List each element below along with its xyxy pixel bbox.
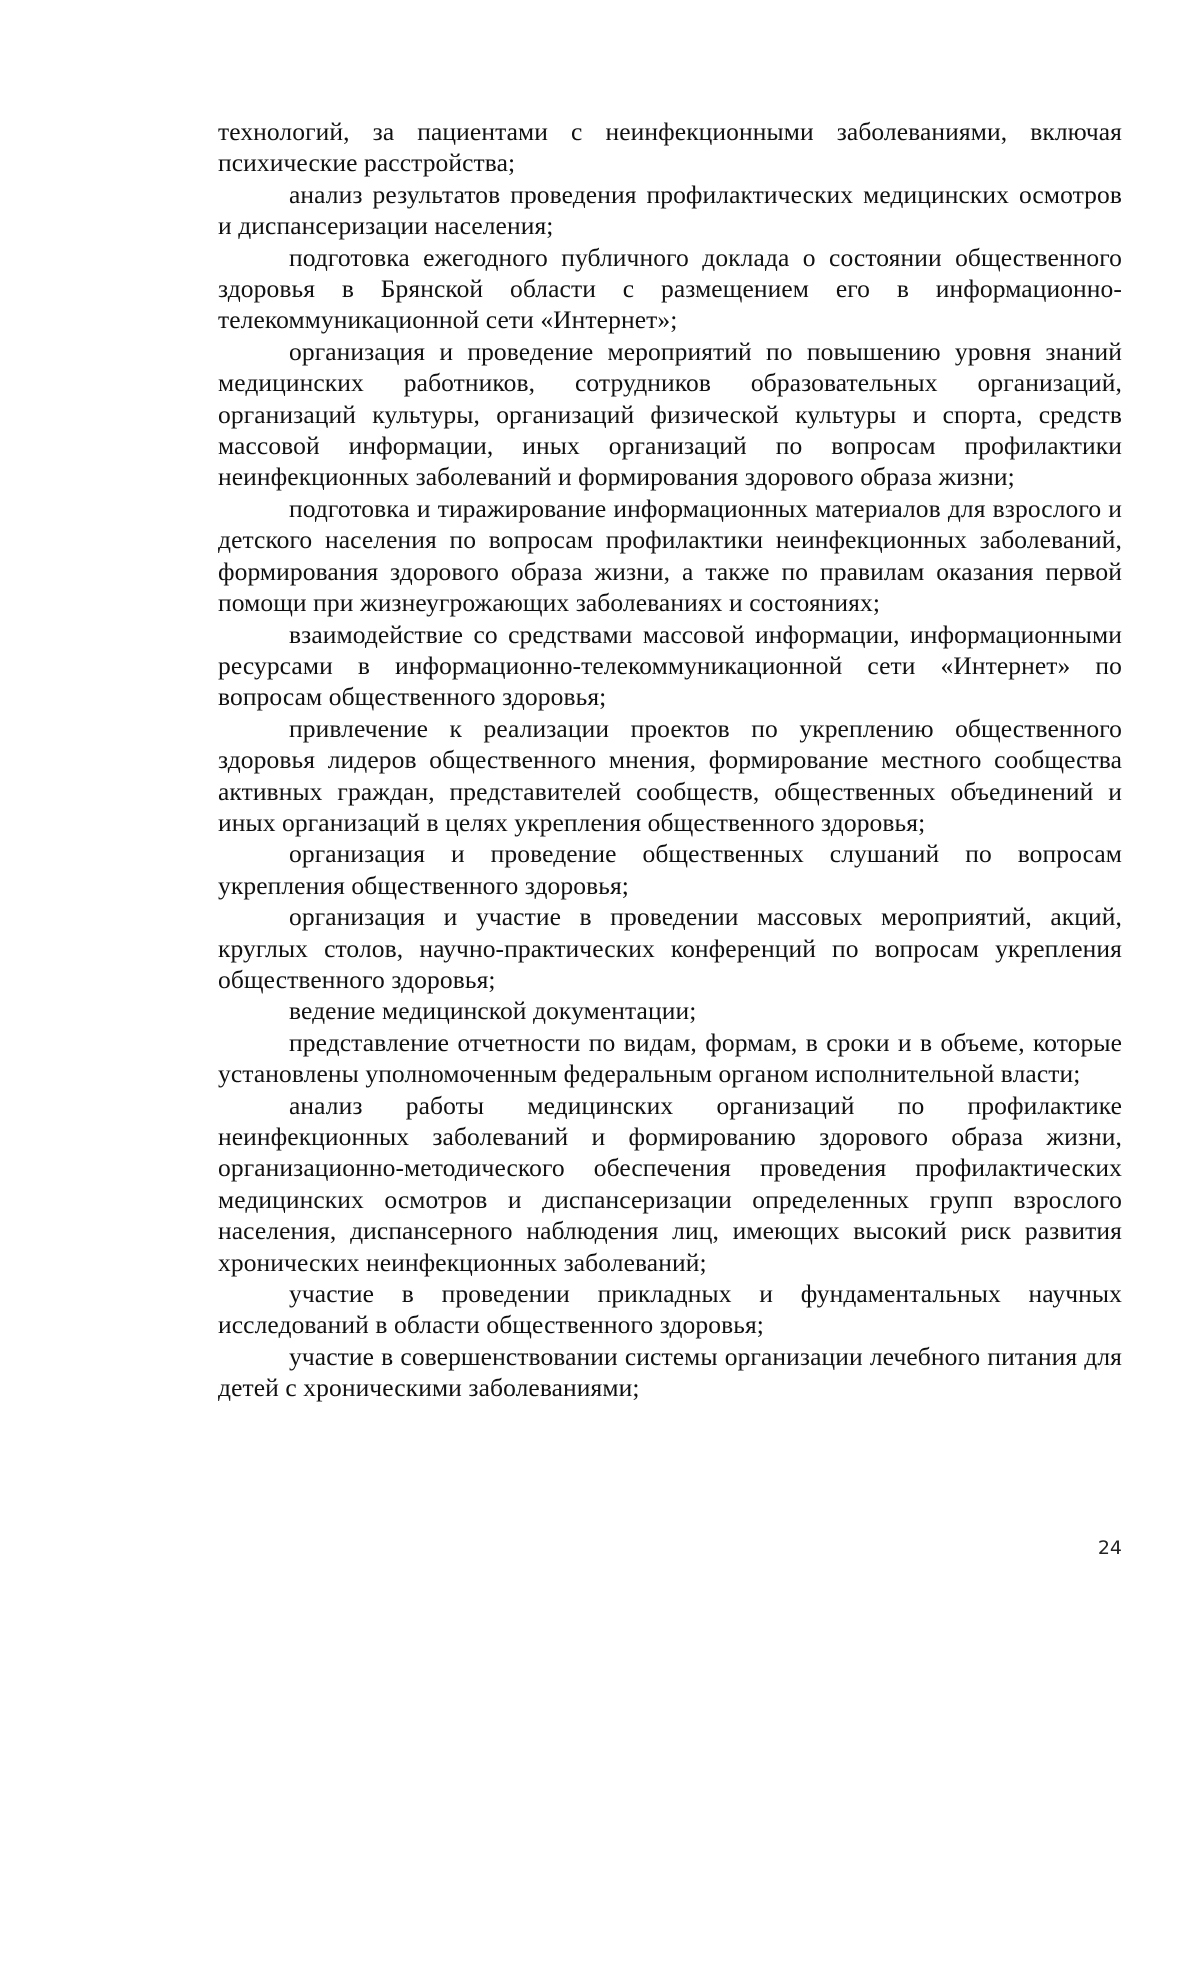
paragraph: участие в проведении прикладных и фундаментальных научных исследований в области общественного здоровья; bbox=[218, 1279, 1122, 1340]
paragraph: организация и проведение мероприятий по повышению уровня знаний медицинских работников, сотрудников образовательных организаций, организаций культуры, организаций физической культуры и спорта, средств массовой информации, иных организаций по вопросам профилактики неинфекционных заболеваний и формирования здорового образа жизни; bbox=[218, 336, 1122, 492]
paragraph: организация и участие в проведении массовых мероприятий, акций, круглых столов, научно-практических конференций по вопросам укрепления общественного здоровья; bbox=[218, 902, 1122, 994]
paragraph: подготовка и тиражирование информационных материалов для взрослого и детского населения по вопросам профилактики неинфекционных заболеваний, формирования здорового образа жизни, а также по правилам оказания первой помощи при жизнеугрожающих заболеваниях и состояниях; bbox=[218, 493, 1122, 618]
paragraph: анализ результатов проведения профилактических медицинских осмотров и диспансеризации населения; bbox=[218, 179, 1122, 241]
paragraph: ведение медицинской документации; bbox=[289, 996, 697, 1026]
paragraph: взаимодействие со средствами массовой информации, информационными ресурсами в информационно-телекоммуникационной сети «Интернет» по вопросам общественного здоровья; bbox=[218, 619, 1122, 712]
paragraph: привлечение к реализации проектов по укреплению общественного здоровья лидеров общественного мнения, формирование местного сообщества активных граждан, представителей сообществ, общественных объединений и иных организаций в целях укрепления общественного здоровья; bbox=[218, 713, 1122, 837]
document-body bbox=[218, 116, 1122, 1404]
paragraph: участие в совершенствовании системы организации лечебного питания для детей с хроническими заболеваниями; bbox=[218, 1341, 1122, 1403]
paragraph: подготовка ежегодного публичного доклада о состоянии общественного здоровья в Брянской области с размещением его в информационно-телекоммуникационной сети «Интернет»; bbox=[218, 242, 1122, 335]
paragraph: анализ работы медицинских организаций по профилактике неинфекционных заболеваний и формированию здорового образа жизни, организационно-методического обеспечения проведения профилактических медицинских осмотров и диспансеризации определенных групп взрослого населения, диспансерного наблюдения лиц, имеющих высокий риск развития хронических неинфекционных заболеваний; bbox=[218, 1090, 1122, 1277]
paragraph: представление отчетности по видам, формам, в сроки и в объеме, которые установлены уполномоченным федеральным органом исполнительной власти; bbox=[218, 1027, 1122, 1089]
page-number: 24 bbox=[1097, 1537, 1122, 1559]
paragraph: организация и проведение общественных слушаний по вопросам укрепления общественного здоровья; bbox=[218, 839, 1122, 900]
paragraph-continuation: технологий, за пациентами с неинфекционными заболеваниями, включая психические расстройства; bbox=[218, 117, 1122, 178]
